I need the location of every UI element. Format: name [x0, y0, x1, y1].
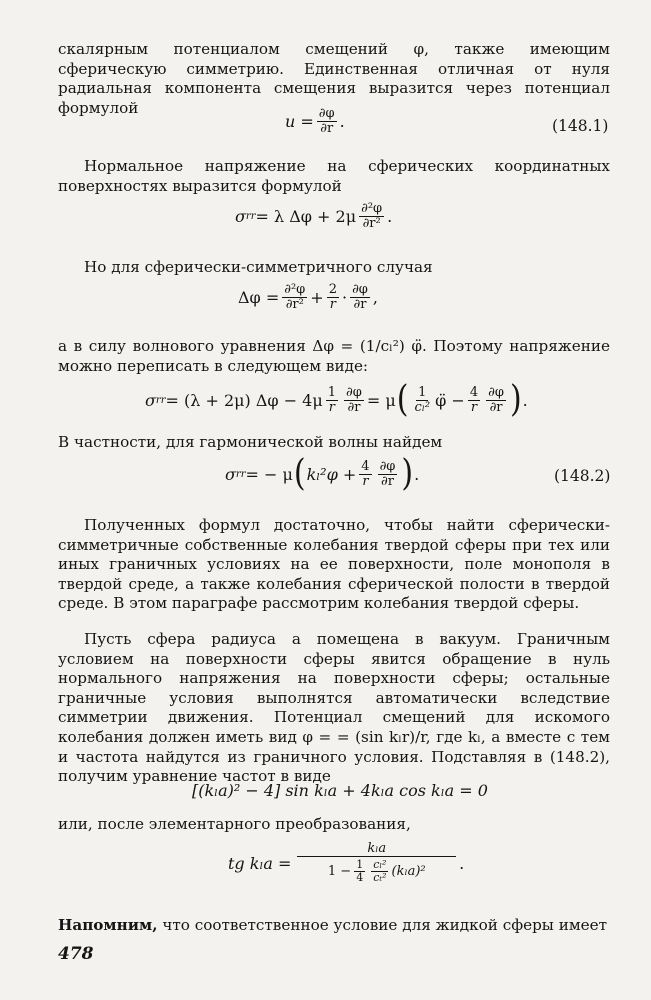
paragraph-8: или, после элементарного преобразования, — [58, 815, 411, 833]
eq4-lhs-sub: rr — [155, 394, 166, 406]
eq1-den: ∂r — [320, 121, 334, 136]
equation-laplacian — [238, 283, 378, 312]
equation-tangent — [228, 842, 464, 884]
eq5-part1: = − μ — [245, 464, 293, 484]
paragraph-9 — [58, 916, 610, 936]
paragraph-5: В частности, для гармонической волны найдем — [58, 433, 443, 451]
paragraph-4: а в силу волнового уравнения Δφ = (1/cₗ²) φ̈. Поэтому напряжение можно переписать в следующем виде: — [58, 337, 610, 375]
eq4-f3d: cₗ² — [414, 399, 431, 415]
eq3-dot: · — [341, 288, 348, 307]
eq4-tail: . — [522, 390, 528, 410]
paragraph-2: Нормальное напряжение на сферических координатных поверхностях выразится формулой — [58, 157, 610, 195]
equation-148-1 — [285, 107, 345, 136]
eq3-num1: ∂²φ — [284, 282, 306, 297]
eq2-num: ∂²φ — [361, 201, 383, 216]
paragraph-1: скалярным потенциалом смещений φ, также имеющим сферическую симметрию. Единственная отличная от нуля радиальная компонента смещения выразится через потенциал формулой — [58, 40, 610, 117]
eq4-f5n: ∂φ — [488, 384, 504, 400]
paragraph-9-rest: что соответственное условие для жидкой сферы имеет — [157, 916, 608, 934]
eq5-tail: . — [414, 464, 420, 484]
eq4-f1d: r — [328, 399, 336, 415]
eq5-left-paren: ( — [293, 452, 306, 495]
paragraph-9-lead: Напомним, — [58, 916, 158, 934]
eq7-d1n: 1 — [356, 858, 364, 871]
eq7-d2n: cₗ² — [373, 858, 387, 871]
eq4-f5d: ∂r — [489, 399, 503, 415]
eq4-f4n: 4 — [469, 384, 479, 400]
eq4-f1n: 1 — [327, 384, 337, 400]
eq7-d1d: 4 — [356, 871, 364, 884]
equation-sigma-rr — [235, 202, 392, 231]
eq3-num2: 2 — [328, 282, 337, 297]
eq3-den1: ∂r² — [285, 297, 304, 312]
eq4-right-paren: ) — [509, 378, 522, 421]
eq1-lhs: u = — [285, 112, 314, 131]
eq4-phi: φ̈ − — [435, 390, 465, 410]
equation-148-2 — [225, 452, 420, 495]
eq5-lhs: σ — [225, 464, 236, 484]
eq5-lhs-sub: rr — [235, 468, 246, 480]
paragraph-7: Пусть сфера радиуса a помещена в вакуум. Граничным условием на поверхности сферы явится обращение в нуль нормального напряжения на поверхности сферы; остальные граничные условия выполнятся автоматически вследствие симметрии движения. Потенциал смещений для искомого колебания должен иметь вид φ = = (sin kₗr)/r, где kₗ, а вместе с тем и частота найдутся из граничного условия. Подставляя в (148.2), получим уравнение частот в виде — [58, 630, 610, 786]
eq7-num: kₗa — [297, 842, 456, 857]
eq2-tail: . — [387, 207, 393, 226]
eq4-f3n: 1 — [418, 384, 427, 400]
eq3-plus: + — [310, 288, 324, 307]
eq2-den: ∂r² — [362, 216, 381, 231]
eq3-num3: ∂φ — [352, 282, 368, 297]
eq7-lhs: tg kₗa = — [228, 853, 292, 873]
eq7-tail: . — [459, 853, 465, 873]
eq2-mid: = λ Δφ + 2μ — [255, 207, 357, 226]
equation-number-148-2: (148.2) — [554, 467, 611, 485]
eq5-f1n: 4 — [361, 458, 370, 474]
eq7-d2d: cₜ² — [373, 871, 387, 884]
eq4-left-paren: ( — [396, 378, 409, 421]
eq5-inner: kₗ²φ + — [306, 464, 357, 484]
eq1-tail: . — [339, 112, 345, 131]
eq4-f2n: ∂φ — [346, 384, 362, 400]
eq2-lhs: σ — [235, 207, 246, 226]
equation-sigma-rewritten — [145, 378, 528, 421]
eq7-den-pre: 1 − — [327, 863, 352, 879]
eq1-num: ∂φ — [318, 106, 335, 121]
eq4-f2d: ∂r — [347, 399, 361, 415]
eq7-den-post: (kₗa)² — [391, 863, 426, 879]
equation-frequency: [(kₗa)² − 4] sin kₗa + 4kₗa cos kₗa = 0 — [192, 781, 488, 800]
equation-number-148-1: (148.1) — [552, 117, 609, 135]
eq3-tail: , — [372, 288, 378, 307]
eq3-den3: ∂r — [353, 297, 367, 312]
eq4-part2: = μ — [366, 390, 396, 410]
eq7-denominator — [326, 857, 428, 884]
eq4-f4d: r — [470, 399, 478, 415]
eq5-right-paren: ) — [401, 452, 414, 495]
eq2-lhs-sub: rr — [245, 211, 256, 222]
paragraph-3: Но для сферически-симметричного случая — [84, 258, 433, 276]
eq4-part1: = (λ + 2μ) Δφ − 4μ — [165, 390, 323, 410]
page-number: 478 — [58, 944, 94, 964]
paragraph-6: Полученных формул достаточно, чтобы найти сферически-симметричные собственные колебания твердой сферы при тех или иных граничных условиях на ее поверхности, поле монополя в твердой среде, а также колебания сферической полости в твердой среде. В этом параграфе рассмотрим колебания твердой сферы. — [58, 516, 610, 613]
eq3-den2: r — [329, 297, 336, 312]
eq5-f2d: ∂r — [381, 473, 394, 489]
eq4-lhs: σ — [145, 390, 156, 410]
eq5-f1d: r — [362, 473, 369, 489]
eq5-f2n: ∂φ — [379, 458, 396, 474]
eq3-lhs: Δφ = — [238, 288, 280, 307]
